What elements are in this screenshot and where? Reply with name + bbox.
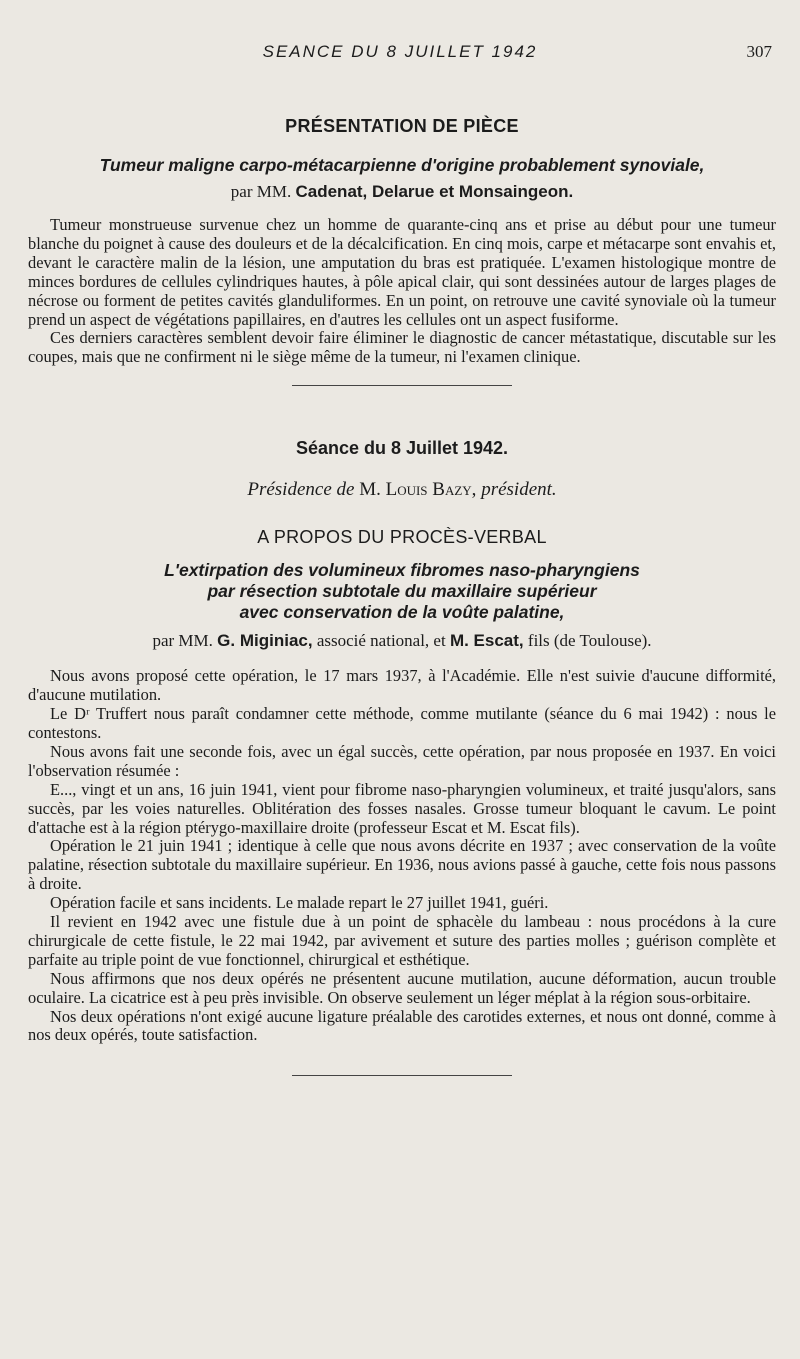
page-body [28,112,776,1076]
page-number: 307 [746,42,772,61]
authors-text: associé national, et [316,631,446,651]
article-text [28,667,776,1045]
authors-text: par MM. [152,631,213,651]
paragraph: Nous avons fait une seconde fois, avec un égal succès, cette opération, par nous proposée en 1937. En voici l'observation résumée : [28,741,776,780]
presidence-line [28,479,776,501]
paragraph: Il revient en 1942 avec une fistule due à un point de sphacèle du lambeau : nous procédons à la cure chirurgicale de cette fistule, le 22 mai 1942, par avivement et suture des parties molles ; guérison complète et parfaite au triple point de vue fonctionnel, chirurgical et esthétique. [28,912,776,969]
presidence-word: Présidence de [247,479,355,501]
paragraph: Nous affirmons que nos deux opérés ne présentent aucune mutilation, aucune déformation, aucun trouble oculaire. La cicatrice est à peu près invisible. On observe seulement un léger méplat à la région sous-orbitaire. [28,968,776,1007]
authors-prefix: par MM. [230,182,292,201]
authors-names: Cadenat, Delarue et Monsaingeon. [295,182,574,201]
article-authors [28,631,776,651]
paragraph: Le Dʳ Truffert nous paraît condamner cette méthode, comme mutilante (séance du 6 mai 1942) : nous le contestons. [28,704,776,742]
paragraph: Tumeur monstrueuse survenue chez un homme de quarante-cinq ans et prise au début pour une tumeur blanche du poignet à cause des douleurs et de la décalcification. En cinq mois, carpe et métacarpe sont envahis et, devant le caractère malin de la lésion, une amputation du bras est pratiquée. L'examen histologique montre de minces bordures de cellules cylindriques hautes, à pôle apical clair, qui sont dessinées autour de larges plages de nécrose ou forment de petites cavités glanduliformes. En un point, on retrouve une cavité synoviale où la tumeur prend un aspect de végétations papillaires, en d'autres les cellules ont un aspect fusiforme. [28,215,776,329]
presentation-title: Tumeur maligne carpo-métacarpienne d'origine probablement synoviale, [99,155,705,175]
paragraph: Nous avons proposé cette opération, le 17 mars 1937, à l'Académie. Elle n'est suivie d'aucune difformité, d'aucune mutilation. [28,666,776,705]
presidence-prefix: M. [359,479,381,501]
author-name: M. Escat, [449,631,524,651]
article-title [28,560,776,623]
article-title-line: avec conservation de la voûte palatine, [239,602,565,623]
section-divider [292,1075,512,1076]
seance-title: Séance du 8 Juillet 1942. [295,438,509,459]
running-header [0,40,800,66]
running-title: SEANCE DU 8 JUILLET 1942 [262,42,538,61]
article-title-line: L'extirpation des volumineux fibromes naso-pharyngiens [164,560,640,581]
president-role: président. [481,479,557,501]
paragraph: Opération facile et sans incidents. Le malade repart le 27 juillet 1941, guéri. [50,893,549,913]
section-divider [292,385,512,386]
author-name: G. Miginiac, [217,631,313,651]
paragraph: E..., vingt et un ans, 16 juin 1941, vient pour fibrome naso-pharyngien volumineux, et traité jusqu'alors, sans succès, par les voies naturelles. Oblitération des fosses nasales. Grosse tumeur bloquant le cavum. Le point d'attache est à la région ptérygo-maxillaire droite (professeur Escat et M. Escat fils). [28,779,776,837]
article-title-line: par résection subtotale du maxillaire supérieur [207,581,597,602]
presentation-text [28,216,776,367]
president-name: Louis Bazy, [385,479,477,501]
presentation-authors [28,182,776,202]
authors-text: fils (de Toulouse). [527,631,652,651]
proces-verbal-heading: A PROPOS DU PROCÈS-VERBAL [257,527,547,548]
paragraph: Nos deux opérations n'ont exigé aucune ligature préalable des carotides externes, et nous ont donné, comme à nos deux opérés, toute satisfaction. [28,1006,776,1045]
paragraph: Opération le 21 juin 1941 ; identique à celle que nous avons décrite en 1937 ; avec conservation de la voûte palatine, résection subtotale du maxillaire supérieur. En 1936, nous avions passé à gauche, cette fois nous passons à droite. [28,836,776,894]
paragraph: Ces derniers caractères semblent devoir faire éliminer le diagnostic de cancer métastatique, discutable sur les coupes, mais que ne confirment ni le siège même de la tumeur, ni l'examen clinique. [28,328,776,367]
presentation-heading: PRÉSENTATION DE PIÈCE [285,116,519,136]
